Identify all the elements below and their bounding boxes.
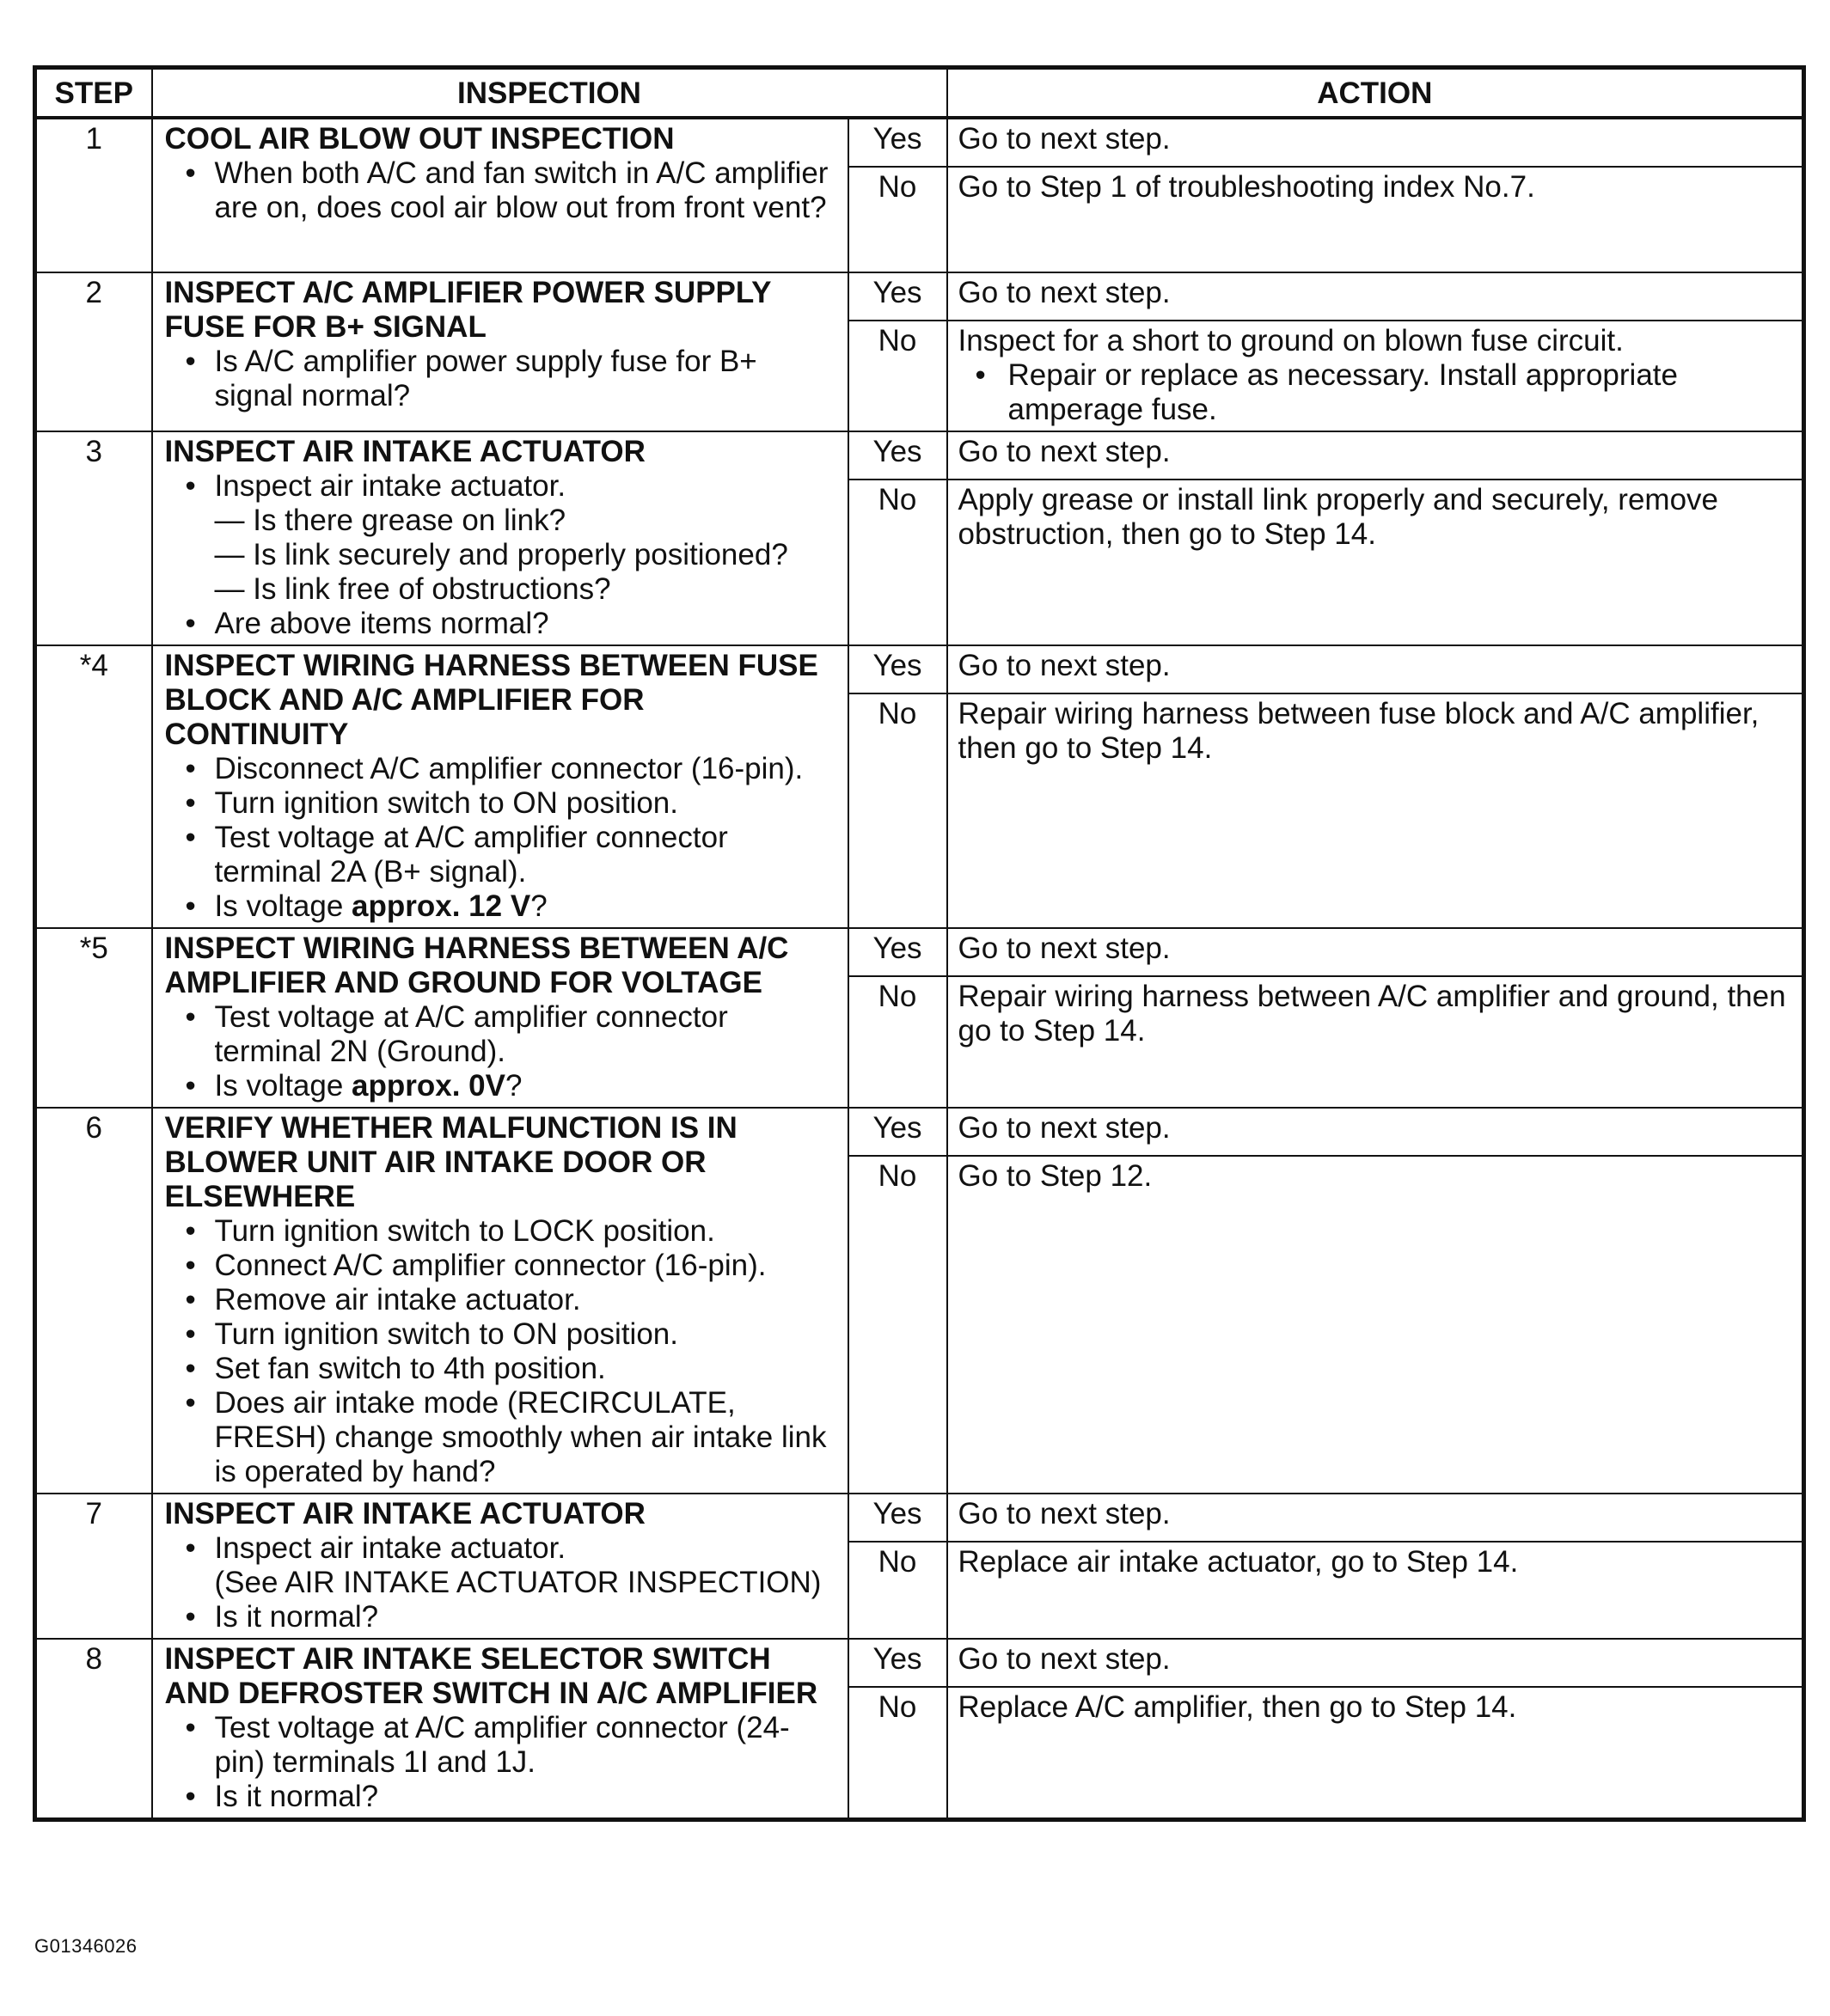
troubleshooting-table (33, 65, 1806, 1822)
no-action: Replace A/C amplifier, then go to Step 14. (947, 1687, 1804, 1820)
inspection-bullet: • Is A/C amplifier power supply fuse for B+ signal normal? (182, 345, 835, 413)
inspection-bullet: • Is it normal? (182, 1600, 835, 1634)
no-label: No (848, 480, 947, 645)
yes-action: Go to next step. (947, 645, 1804, 693)
yes-label: Yes (848, 118, 947, 167)
sub-item: — Is link securely and properly positioned? (214, 538, 788, 571)
inspection-bullet (182, 469, 835, 607)
voltage-value: approx. 0V (352, 1069, 505, 1103)
inspection-bullet: • Remove air intake actuator. (182, 1283, 835, 1317)
inspection-title: INSPECT WIRING HARNESS BETWEEN A/C AMPLIFIER AND GROUND FOR VOLTAGE (164, 932, 789, 999)
inspection-bullet: • Turn ignition switch to ON position. (182, 1317, 835, 1352)
inspection-bullet (182, 1069, 835, 1103)
no-label: No (848, 167, 947, 272)
bullet-text: ? (530, 889, 548, 923)
no-action: Repair wiring harness between A/C amplifier and ground, then go to Step 14. (947, 976, 1804, 1108)
step-4-yes-row (35, 645, 1804, 693)
yes-label: Yes (848, 645, 947, 693)
sub-item: — Is there grease on link? (214, 504, 566, 537)
inspection-title: COOL AIR BLOW OUT INSPECTION (164, 122, 675, 156)
inspection-title: VERIFY WHETHER MALFUNCTION IS IN BLOWER UNIT AIR INTAKE DOOR OR ELSEWHERE (164, 1111, 738, 1213)
inspection-bullet: • Are above items normal? (182, 607, 835, 641)
step-number: 6 (35, 1108, 152, 1494)
inspection-bullet: • Turn ignition switch to LOCK position. (182, 1214, 835, 1249)
step-1-yes-row (35, 118, 1804, 167)
sub-items (215, 504, 835, 607)
inspection-bullet: • When both A/C and fan switch in A/C amplifier are on, does cool air blow out from front vent? (182, 156, 835, 225)
inspection-bullets (165, 752, 835, 924)
inspection-cell (152, 1108, 848, 1494)
inspection-bullet (182, 1531, 835, 1600)
header-inspection: INSPECTION (152, 68, 947, 119)
inspection-title: INSPECT WIRING HARNESS BETWEEN FUSE BLOCK AND A/C AMPLIFIER FOR CONTINUITY (164, 649, 818, 751)
inspection-bullet: • Test voltage at A/C amplifier connector terminal 2A (B+ signal). (182, 821, 835, 889)
inspection-bullet: • Is it normal? (182, 1780, 835, 1814)
yes-label: Yes (848, 272, 947, 321)
bullet-text: Inspect air intake actuator. (214, 469, 566, 503)
inspection-bullets (165, 1000, 835, 1103)
yes-label: Yes (848, 431, 947, 480)
step-8-yes-row (35, 1639, 1804, 1687)
no-action-bullets (958, 358, 1794, 427)
step-number: 3 (35, 431, 152, 645)
yes-action: Go to next step. (947, 1494, 1804, 1542)
no-label: No (848, 1542, 947, 1639)
step-5-yes-row (35, 928, 1804, 976)
inspection-cell (152, 118, 848, 272)
no-label: No (848, 693, 947, 928)
yes-action: Go to next step. (947, 1108, 1804, 1156)
no-action: Inspect for a short to ground on blown fuse circuit. (958, 324, 1624, 357)
yes-action: Go to next step. (947, 431, 1804, 480)
step-number: 2 (35, 272, 152, 431)
inspection-cell (152, 645, 848, 928)
no-action-cell (947, 321, 1804, 431)
inspection-title: INSPECT AIR INTAKE ACTUATOR (164, 435, 646, 468)
step-number: 1 (35, 118, 152, 272)
no-action: Go to Step 12. (947, 1156, 1804, 1494)
no-action-bullet: • Repair or replace as necessary. Install appropriate amperage fuse. (967, 358, 1794, 427)
no-label: No (848, 1156, 947, 1494)
yes-action: Go to next step. (947, 1639, 1804, 1687)
inspection-bullets (165, 1214, 835, 1489)
inspection-cell (152, 928, 848, 1108)
no-label: No (848, 976, 947, 1108)
yes-label: Yes (848, 928, 947, 976)
no-action: Replace air intake actuator, go to Step 14. (947, 1542, 1804, 1639)
inspection-bullets (165, 1711, 835, 1814)
yes-action: Go to next step. (947, 928, 1804, 976)
no-action: Apply grease or install link properly and securely, remove obstruction, then go to Step 14. (947, 480, 1804, 645)
inspection-cell (152, 431, 848, 645)
inspection-bullets (165, 469, 835, 641)
image-code: G01346026 (34, 1935, 138, 1957)
no-action: Go to Step 1 of troubleshooting index No.7. (947, 167, 1804, 272)
step-number: *5 (35, 928, 152, 1108)
inspection-bullet: • Test voltage at A/C amplifier connector terminal 2N (Ground). (182, 1000, 835, 1069)
inspection-bullets (165, 156, 835, 225)
yes-action: Go to next step. (947, 272, 1804, 321)
header-row (35, 68, 1804, 119)
inspection-bullet: • Does air intake mode (RECIRCULATE, FRESH) change smoothly when air intake link is operated by hand? (182, 1386, 835, 1489)
sub-item: — Is link free of obstructions? (214, 572, 611, 606)
yes-label: Yes (848, 1494, 947, 1542)
step-2-yes-row (35, 272, 1804, 321)
step-number: *4 (35, 645, 152, 928)
inspection-bullet: • Connect A/C amplifier connector (16-pin). (182, 1249, 835, 1283)
bullet-text: ? (505, 1069, 523, 1103)
header-step: STEP (35, 68, 152, 119)
yes-label: Yes (848, 1639, 947, 1687)
yes-label: Yes (848, 1108, 947, 1156)
inspection-bullets (165, 1531, 835, 1634)
no-action: Repair wiring harness between fuse block and A/C amplifier, then go to Step 14. (947, 693, 1804, 928)
step-number: 7 (35, 1494, 152, 1639)
no-label: No (848, 321, 947, 431)
inspection-cell (152, 272, 848, 431)
bullet-text: • Inspect air intake actuator. (214, 1531, 566, 1565)
bullet-text: (See AIR INTAKE ACTUATOR INSPECTION) (214, 1566, 822, 1599)
bullet-text: Is voltage (214, 889, 352, 923)
inspection-bullet: • Test voltage at A/C amplifier connector (24-pin) terminals 1I and 1J. (182, 1711, 835, 1780)
yes-action: Go to next step. (947, 118, 1804, 167)
inspection-bullet (182, 889, 835, 924)
step-3-yes-row (35, 431, 1804, 480)
header-action: ACTION (947, 68, 1804, 119)
inspection-cell (152, 1494, 848, 1639)
inspection-cell (152, 1639, 848, 1820)
inspection-bullet: • Turn ignition switch to ON position. (182, 786, 835, 821)
inspection-bullet: • Set fan switch to 4th position. (182, 1352, 835, 1386)
step-6-yes-row (35, 1108, 1804, 1156)
inspection-title: INSPECT AIR INTAKE ACTUATOR (164, 1497, 646, 1530)
inspection-title: INSPECT A/C AMPLIFIER POWER SUPPLY FUSE FOR B+ SIGNAL (164, 276, 771, 344)
bullet-text: Is voltage (214, 1069, 352, 1103)
inspection-bullet: • Disconnect A/C amplifier connector (16-pin). (182, 752, 835, 786)
step-number: 8 (35, 1639, 152, 1820)
no-label: No (848, 1687, 947, 1820)
voltage-value: approx. 12 V (352, 889, 531, 923)
inspection-bullets (165, 345, 835, 413)
inspection-title: INSPECT AIR INTAKE SELECTOR SWITCH AND DEFROSTER SWITCH IN A/C AMPLIFIER (164, 1642, 818, 1710)
step-7-yes-row (35, 1494, 1804, 1542)
